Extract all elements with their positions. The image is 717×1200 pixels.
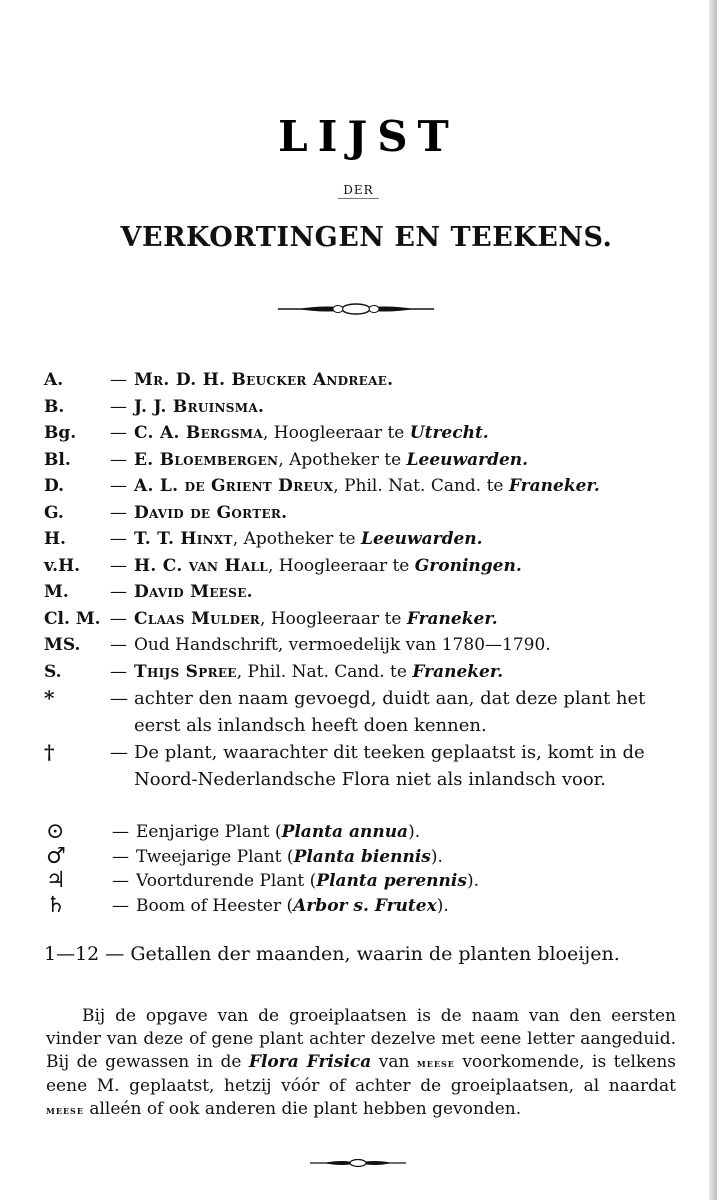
symbol-end: ). bbox=[436, 895, 449, 916]
title-connector bbox=[0, 183, 717, 197]
explanatory-note bbox=[46, 1005, 676, 1122]
entry-abbr: Bg. bbox=[44, 423, 77, 443]
dagger-mark: † bbox=[44, 740, 55, 764]
entry-dash: — bbox=[110, 529, 127, 549]
entry-place: Groningen. bbox=[414, 555, 522, 576]
entry-role: , Hoogleeraar te bbox=[268, 555, 410, 576]
entry-abbr: v.H. bbox=[44, 555, 81, 576]
entry-dash: — bbox=[110, 582, 127, 602]
entry-place: Leeuwarden. bbox=[361, 529, 483, 549]
entry-place: Franeker. bbox=[412, 661, 504, 682]
list-item bbox=[44, 367, 684, 394]
list-item bbox=[44, 659, 684, 686]
page-title: LIJST bbox=[278, 112, 459, 161]
entry-name: Mr. D. H. Beucker Andreae. bbox=[134, 370, 394, 390]
entry-abbr: D. bbox=[44, 476, 65, 496]
note-text: alleén of ook anderen die plant hebben gevonden. bbox=[83, 1099, 522, 1119]
entry-abbr: A. bbox=[44, 370, 64, 390]
list-item bbox=[44, 420, 684, 447]
entry-abbr: G. bbox=[44, 502, 64, 523]
entry-dash: — bbox=[110, 370, 127, 390]
annual-symbol-icon: ⊙ bbox=[46, 819, 65, 844]
entry-name: C. A. Bergsma bbox=[134, 423, 263, 443]
page-edge-shadow bbox=[709, 0, 717, 1200]
tree-shrub-symbol-icon: ♄ bbox=[46, 892, 66, 918]
page-subtitle: VERKORTINGEN EN TEEKENS. bbox=[120, 222, 613, 253]
note-author-name: meese bbox=[416, 1057, 455, 1070]
note-text: Bij de opgave van de groeiplaatsen is de naam van den eersten vinder van deze of gene plant achter dezelve met eene letter aangeduid. Bij de gewassen in de bbox=[46, 1006, 676, 1072]
symbol-row bbox=[44, 869, 684, 894]
asterisk-mark: * bbox=[44, 686, 55, 710]
symbol-latin: Arbor s. Frutex bbox=[293, 895, 437, 916]
entry-dash: — bbox=[110, 396, 127, 417]
symbol-row bbox=[44, 894, 684, 919]
entry-abbr: H. bbox=[44, 529, 66, 549]
entry-name: H. C. van Hall bbox=[134, 555, 268, 576]
entry-abbr: Cl. M. bbox=[44, 608, 101, 629]
entry-abbr: Bl. bbox=[44, 449, 71, 470]
list-item bbox=[44, 632, 684, 659]
mark-desc: De plant, waarachter dit teeken geplaatst is, komt in de Noord-Nederlandsche Flora niet als inlandsch voor. bbox=[134, 742, 645, 790]
entry-desc bbox=[134, 606, 684, 633]
entry-dash: — bbox=[112, 871, 129, 891]
symbol-desc bbox=[136, 894, 449, 919]
abbreviation-list bbox=[44, 367, 684, 793]
entry-dash: — bbox=[110, 555, 127, 576]
entry-dash: — bbox=[110, 635, 127, 655]
entry-place: Franeker. bbox=[406, 608, 498, 629]
mark-item-asterisk bbox=[44, 685, 684, 739]
list-item bbox=[44, 553, 684, 580]
note-text: voorkomende, is telkens eene M. geplaatst, hetzij vóór of achter de groeiplaatsen, al naardat bbox=[46, 1052, 676, 1096]
mark-desc: achter den naam gevoegd, duidt aan, dat deze plant het eerst als inlandsch heeft doen kennen. bbox=[134, 688, 646, 736]
entry-dash: — bbox=[110, 688, 128, 709]
list-item bbox=[44, 579, 684, 606]
entry-desc bbox=[134, 526, 684, 553]
note-flora-title: Flora Frisica bbox=[248, 1052, 372, 1072]
biennial-symbol-icon: ♂ bbox=[46, 843, 66, 869]
symbol-end: ). bbox=[408, 822, 421, 842]
entry-name: Thijs Spree bbox=[134, 661, 237, 682]
entry-abbr: MS. bbox=[44, 635, 81, 655]
entry-abbr: S. bbox=[44, 661, 62, 682]
entry-name: E. Bloembergen bbox=[134, 449, 279, 470]
entry-desc bbox=[134, 473, 684, 500]
entry-name: J. J. Bruinsma. bbox=[134, 396, 265, 417]
entry-name: Claas Mulder bbox=[134, 608, 261, 629]
symbol-desc bbox=[136, 845, 443, 870]
entry-desc bbox=[134, 553, 684, 580]
symbol-row bbox=[44, 845, 684, 870]
entry-desc bbox=[134, 447, 684, 474]
entry-name: T. T. Hinxt bbox=[134, 529, 233, 549]
perennial-symbol-icon: ♃ bbox=[46, 868, 66, 893]
entry-dash: — bbox=[110, 608, 127, 629]
note-text: van bbox=[371, 1052, 417, 1072]
entry-dash: — bbox=[112, 846, 129, 867]
entry-role: , Phil. Nat. Cand. te bbox=[236, 661, 407, 682]
symbol-list bbox=[44, 820, 684, 918]
ornament-divider-bottom bbox=[310, 1156, 406, 1170]
symbol-latin: Planta biennis bbox=[293, 846, 431, 867]
list-item bbox=[44, 473, 684, 500]
entry-place: Utrecht. bbox=[409, 423, 489, 443]
symbol-end: ). bbox=[466, 871, 479, 891]
symbol-end: ). bbox=[430, 846, 443, 867]
entry-dash: — bbox=[110, 502, 127, 523]
entry-place: Franeker. bbox=[508, 476, 600, 496]
note-author-name: meese bbox=[46, 1104, 84, 1117]
symbol-label: Eenjarige Plant ( bbox=[136, 822, 282, 842]
entry-abbr: M. bbox=[44, 582, 69, 602]
entry-role: , Apotheker te bbox=[278, 449, 402, 470]
entry-dash: — bbox=[110, 423, 127, 443]
months-line: 1—12 — Getallen der maanden, waarin de planten bloeijen. bbox=[44, 943, 620, 965]
entry-place: Leeuwarden. bbox=[406, 449, 529, 470]
entry-dash: — bbox=[110, 742, 128, 763]
symbol-label: Boom of Heester ( bbox=[136, 895, 294, 916]
entry-role: , Hoogleeraar te bbox=[263, 423, 405, 443]
symbol-label: Tweejarige Plant ( bbox=[136, 846, 294, 867]
entry-name: David de Gorter. bbox=[134, 502, 288, 523]
entry-desc bbox=[134, 659, 684, 686]
der-word: DER bbox=[338, 183, 378, 199]
entry-dash: — bbox=[112, 895, 129, 916]
entry-name: A. L. de Grient Dreux bbox=[134, 476, 334, 496]
symbol-latin: Planta annua bbox=[281, 822, 409, 842]
entry-abbr: B. bbox=[44, 396, 65, 417]
symbol-latin: Planta perennis bbox=[316, 871, 467, 891]
entry-dash: — bbox=[110, 476, 127, 496]
symbol-label: Voortdurende Plant ( bbox=[136, 871, 317, 891]
symbol-row bbox=[44, 820, 684, 845]
list-item bbox=[44, 526, 684, 553]
entry-role: , Phil. Nat. Cand. te bbox=[333, 476, 504, 496]
entry-role: , Hoogleeraar te bbox=[260, 608, 402, 629]
symbol-desc bbox=[136, 820, 420, 845]
symbol-desc bbox=[136, 869, 479, 894]
entry-dash: — bbox=[110, 661, 127, 682]
list-item bbox=[44, 500, 684, 527]
ornament-divider-top bbox=[278, 302, 434, 316]
list-item bbox=[44, 447, 684, 474]
entry-desc: Oud Handschrift, vermoedelijk van 1780—1790. bbox=[134, 635, 551, 655]
list-item bbox=[44, 606, 684, 633]
list-item bbox=[44, 394, 684, 421]
entry-dash: — bbox=[112, 822, 129, 842]
entry-name: David Meese. bbox=[134, 582, 253, 602]
entry-role: , Apotheker te bbox=[232, 529, 356, 549]
mark-item-dagger bbox=[44, 739, 684, 793]
entry-desc bbox=[134, 420, 684, 447]
entry-dash: — bbox=[110, 449, 127, 470]
